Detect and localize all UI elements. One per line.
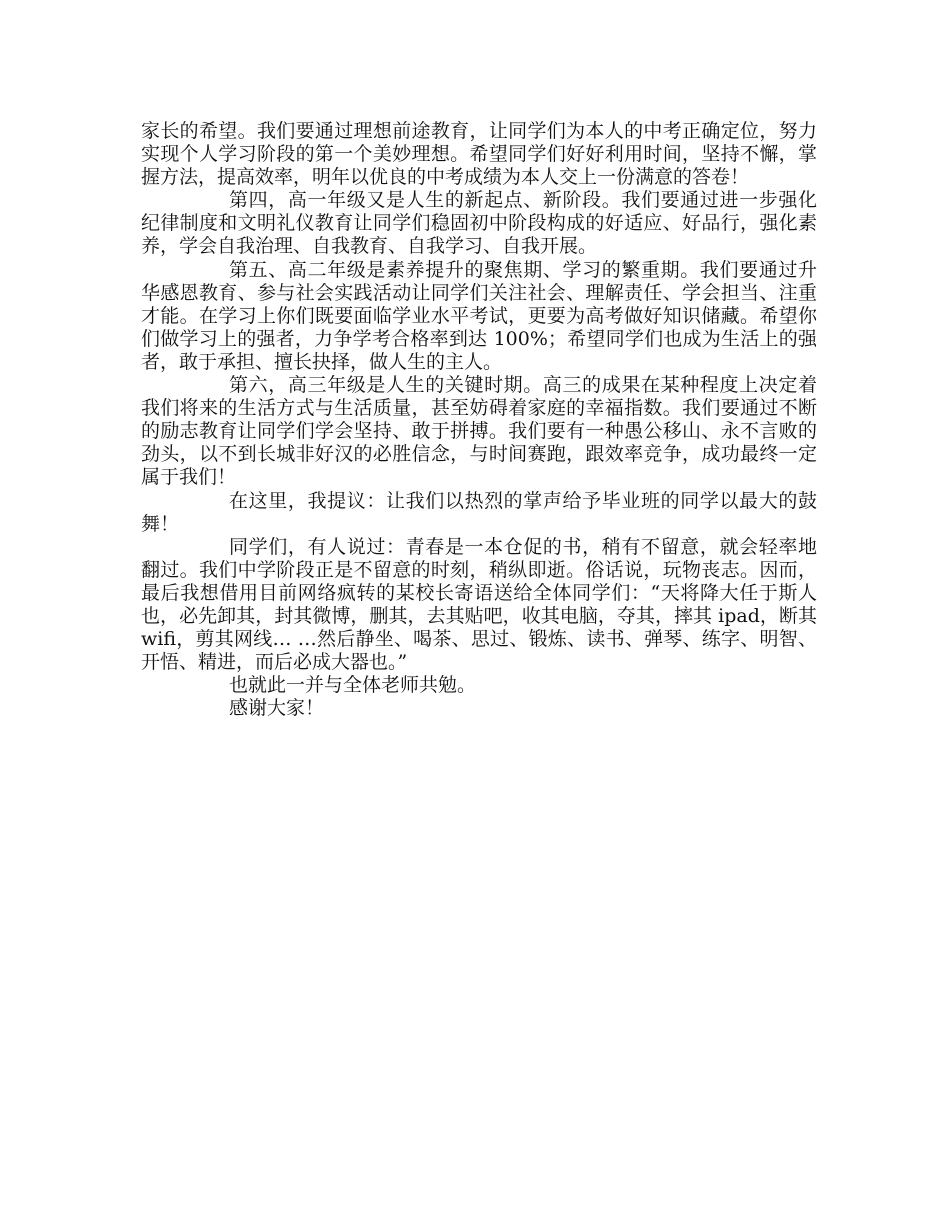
document-page xyxy=(141,120,817,720)
paragraph-4: 第六，高三年级是人生的关键时期。高三的成果在某种程度上决定着我们将来的生活方式与生活质量，甚至妨碍着家庭的幸福指数。我们要通过不断的励志教育让同学们学会坚持、敢于拼搏。我们要有一种愚公移山、永不言败的劲头，以不到长城非好汉的必胜信念，与时间赛跑，跟效率竞争，成功最终一定属于我们！ xyxy=(141,374,817,489)
paragraph-6: 同学们，有人说过：青春是一本仓促的书，稍有不留意，就会轻率地翻过。我们中学阶段正是不留意的时刻，稍纵即逝。俗话说，玩物丧志。因而，最后我想借用目前网络疯转的某校长寄语送给全体同学们：“天将降大任于斯人也，必先卸其，封其微博，删其，去其贴吧，收其电脑，夺其，摔其 ipad，断其 wifi，剪其网线… …然后静坐、喝茶、思过、锻炼、读书、弹琴、练字、明智、开悟、精进，而后必成大器也。” xyxy=(141,535,817,674)
paragraph-1: 家长的希望。我们要通过理想前途教育，让同学们为本人的中考正确定位，努力实现个人学习阶段的第一个美妙理想。希望同学们好好利用时间，坚持不懈，掌握方法，提高效率，明年以优良的中考成绩为本人交上一份满意的答卷！ xyxy=(141,120,817,189)
paragraph-7: 也就此一并与全体老师共勉。 xyxy=(229,674,477,697)
paragraph-2: 第四，高一年级又是人生的新起点、新阶段。我们要通过进一步强化纪律制度和文明礼仪教育让同学们稳固初中阶段构成的好适应、好品行，强化素养，学会自我治理、自我教育、自我学习、自我开展。 xyxy=(141,189,817,258)
paragraph-3: 第五、高二年级是素养提升的聚焦期、学习的繁重期。我们要通过升华感恩教育、参与社会实践活动让同学们关注社会、理解责任、学会担当、注重才能。在学习上你们既要面临学业水平考试，更要为高考做好知识储藏。希望你们做学习上的强者，力争学考合格率到达 100%；希望同学们也成为生活上的强者，敢于承担、擅长抉择，做人生的主人。 xyxy=(141,258,817,373)
paragraph-8: 感谢大家！ xyxy=(229,697,325,720)
paragraph-5: 在这里，我提议：让我们以热烈的掌声给予毕业班的同学以最大的鼓舞！ xyxy=(141,489,817,535)
